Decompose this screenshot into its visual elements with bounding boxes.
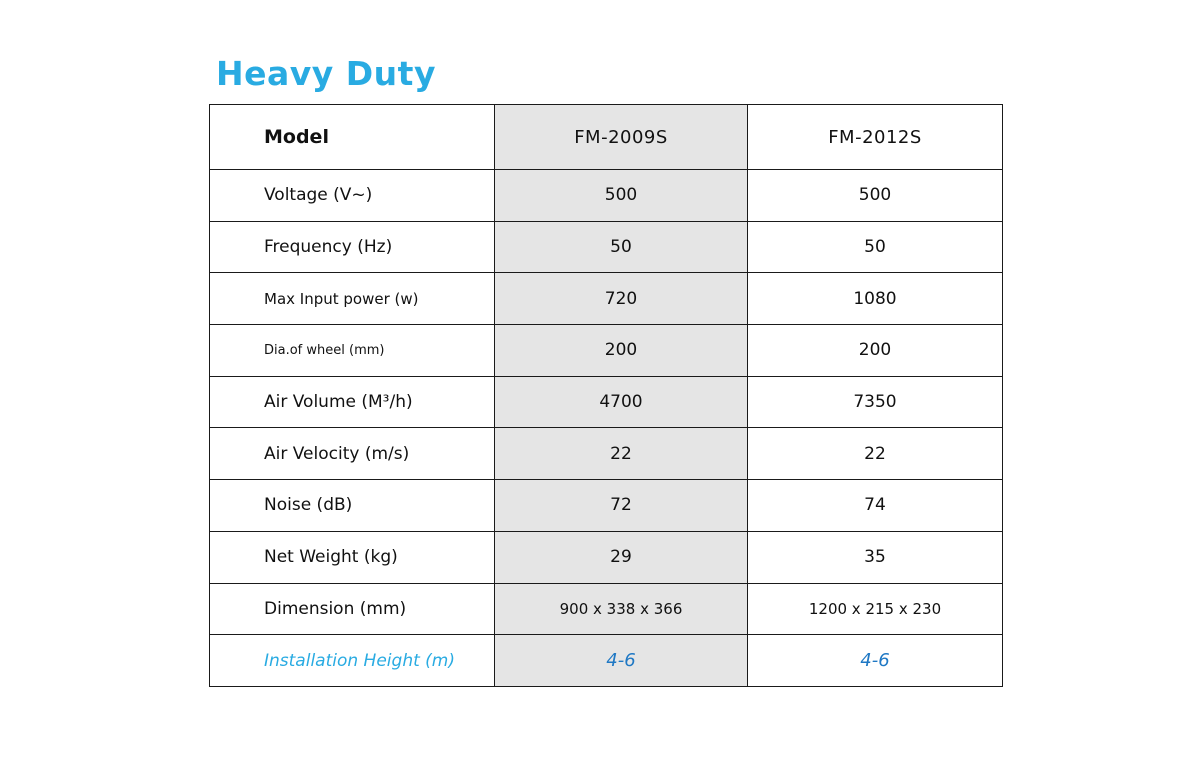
page-title: Heavy Duty [216,54,436,93]
model-name-2: FM-2012S [748,105,1003,170]
row-label: Dimension (mm) [210,583,495,635]
table-row [210,376,1003,428]
table-row-highlight [210,635,1003,687]
row-label: Dia.of wheel (mm) [210,325,495,377]
row-value: 22 [495,428,748,480]
row-value: 29 [495,531,748,583]
row-value: 720 [495,273,748,325]
row-value: 50 [748,221,1003,273]
table-row [210,428,1003,480]
row-label: Voltage (V~) [210,170,495,222]
row-label: Max Input power (w) [210,273,495,325]
table-row [210,531,1003,583]
row-label: Air Velocity (m/s) [210,428,495,480]
header-label: Model [210,105,495,170]
table-row [210,583,1003,635]
row-value: 200 [748,325,1003,377]
row-value: 900 x 338 x 366 [495,583,748,635]
model-name-1: FM-2009S [495,105,748,170]
row-value: 4-6 [495,635,748,687]
row-value: 72 [495,480,748,532]
row-label: Net Weight (kg) [210,531,495,583]
row-value: 4700 [495,376,748,428]
row-value: 1080 [748,273,1003,325]
row-label: Installation Height (m) [210,635,495,687]
row-value: 35 [748,531,1003,583]
row-value: 500 [495,170,748,222]
table-row [210,325,1003,377]
row-label: Noise (dB) [210,480,495,532]
row-value: 4-6 [748,635,1003,687]
row-value: 7350 [748,376,1003,428]
row-value: 22 [748,428,1003,480]
row-value: 200 [495,325,748,377]
table-row [210,480,1003,532]
row-value: 1200 x 215 x 230 [748,583,1003,635]
table-row [210,273,1003,325]
table-row [210,170,1003,222]
row-value: 50 [495,221,748,273]
row-value: 74 [748,480,1003,532]
row-label: Frequency (Hz) [210,221,495,273]
table-header-row [210,105,1003,170]
row-label: Air Volume (M³/h) [210,376,495,428]
table-row [210,221,1003,273]
row-value: 500 [748,170,1003,222]
spec-table [209,104,1003,687]
